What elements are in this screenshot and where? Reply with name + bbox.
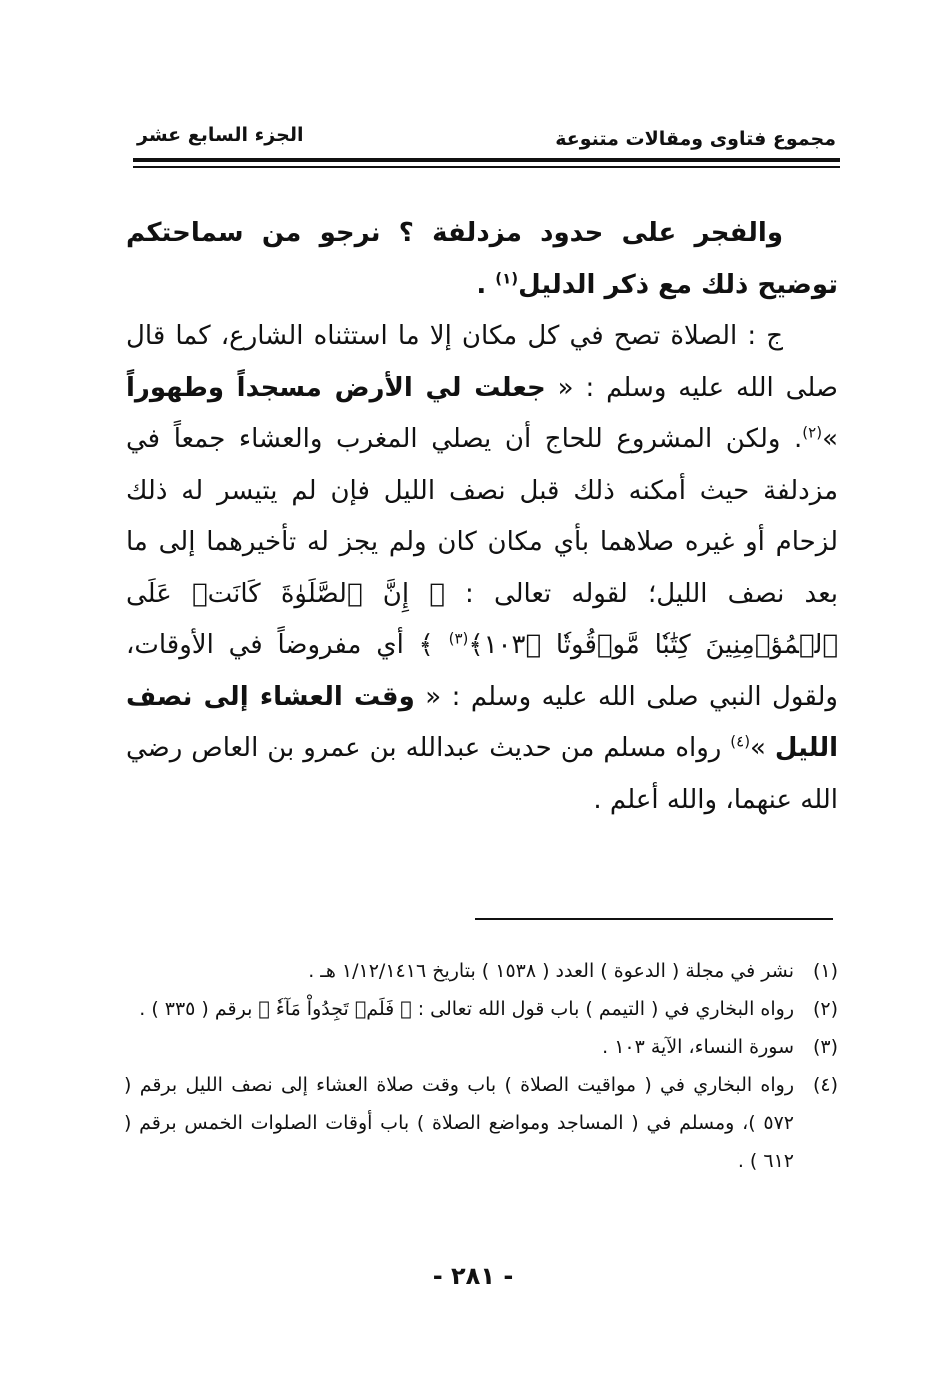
answer-text-1: ج : الصلاة تصح في كل مكان إلا ما استثناه الشارع، كما قال صلى الله عليه وسلم : « xyxy=(126,321,839,403)
part-title: الجزء السابع عشر xyxy=(137,124,304,146)
footnote-item xyxy=(124,1028,838,1066)
answer-text-4: رواه مسلم من حديث عبدالله بن عمرو بن العاص رضي الله عنهما، والله أعلم . xyxy=(126,733,838,815)
book-title: مجموع فتاوى ومقالات متنوعة xyxy=(555,128,836,150)
footnotes xyxy=(124,952,838,1180)
answer-text-2: . ولكن المشروع للحاج أن يصلي المغرب والعشاء جمعاً في مزدلفة حيث أمكنه ذلك قبل نصف الليل فإن لم يتيسر له ذلك لزحام أو غيره صلاهما بأي مكان كان ولم يجز له تأخيرهما إلى ما بعد نصف الليل؛ لقوله تعالى : ﴿ xyxy=(126,424,838,609)
footnote-number: (٢) xyxy=(812,998,838,1020)
header-rule-thin xyxy=(133,166,840,168)
footnote-ref-3: (٣) xyxy=(448,629,469,648)
footnote-text: سورة النساء، الآية ١٠٣ . xyxy=(602,1036,794,1058)
question-line-2: ذلك مع ذكر الدليل xyxy=(518,269,749,300)
footnote-ref-2: (٢) xyxy=(802,423,823,442)
running-header xyxy=(133,120,840,154)
question-line-1: والفجر على حدود مزدلفة ؟ نرجو من سماحتكم توضيح xyxy=(126,218,838,300)
footnote-ref-1: (١) xyxy=(495,268,519,287)
answer-text-3: ﴾ أي مفروضاً في الأوقات، ولقول النبي صلى الله عليه وسلم : « xyxy=(126,630,838,712)
footnote-item xyxy=(124,990,838,1028)
answer-paragraph: ج : الصلاة تصح في كل مكان إلا ما استثناه الشارع، كما قال صلى الله عليه وسلم : « جعلت لي الأرض مسجداً وطهوراً »$^{(٢)}$. ولكن المشروع للحاج أن يصلي المغرب والعشاء جمعاً في مزدلفة حيث أمكنه ذلك قبل نصف الليل فإن لم يتيسر له ذلك لزحام أو غيره صلاهما بأي مكان كان ولم يجز له تأخيرهما إلى ما بعد نصف الليل؛ لقوله تعالى : ﴿ إِنَّ ٱلصَّلَوٰةَ كَانَتۡ عَلَى ٱلۡمُؤۡمِنِينَ كِتَٰبٗا مَّوۡقُوتٗا ﴿١٠٣﴾$^{(٣)}$ ﴾ أي مفروضاً في الأوقات، ولقول النبي صلى الله عليه وسلم : « وقت العشاء إلى نصف الليل »$^{(٤)}$ رواه مسلم من حديث عبدالله بن عمرو بن العاص رضي الله عنهما، والله أعلم . xyxy=(126,321,839,815)
header-rule-thick xyxy=(133,158,840,162)
footnote-ref-4: (٤) xyxy=(730,732,751,751)
footnote-separator xyxy=(475,918,833,920)
page-number: - ٢٨١ - xyxy=(432,1262,514,1290)
footnote-item xyxy=(124,952,838,990)
footnote-number: (١) xyxy=(812,960,838,982)
footnote-item xyxy=(124,1066,838,1180)
footnote-text: رواه البخاري في ( مواقيت الصلاة ) باب وقت صلاة العشاء إلى نصف الليل برقم ( ٥٧٢ )، ومسلم في ( المساجد ومواضع الصلاة ) باب أوقات الصلوات الخمس برقم ( ٦١٢ ) . xyxy=(124,1074,794,1172)
footnote-number: (٣) xyxy=(812,1036,838,1058)
question-paragraph: والفجر على حدود مزدلفة ؟ نرجو من سماحتكم توضيح ذلك مع ذكر الدليل$^{(١)}$ . xyxy=(126,218,838,300)
quran-verse: إِنَّ ٱلصَّلَوٰةَ كَانَتۡ عَلَى ٱلۡمُؤۡمِنِينَ كِتَٰبٗا مَّوۡقُوتٗا ﴿١٠٣﴾ xyxy=(126,578,838,660)
main-text xyxy=(126,208,838,826)
footnote-text: نشر في مجلة ( الدعوة ) العدد ( ١٥٣٨ ) بتاريخ ١/١٢/١٤١٦ هـ . xyxy=(308,960,794,982)
hadith-quote-1: جعلت لي الأرض مسجداً وطهوراً xyxy=(126,372,546,403)
footnote-number: (٤) xyxy=(812,1074,838,1096)
hadith-quote-2: وقت العشاء إلى نصف الليل xyxy=(126,681,839,763)
footnote-text: رواه البخاري في ( التيمم ) باب قول الله تعالى : ﴿ فَلَمۡ تَجِدُواْ مَآءٗ ﴾ برقم ( ٣٣٥ ) . xyxy=(139,998,794,1020)
